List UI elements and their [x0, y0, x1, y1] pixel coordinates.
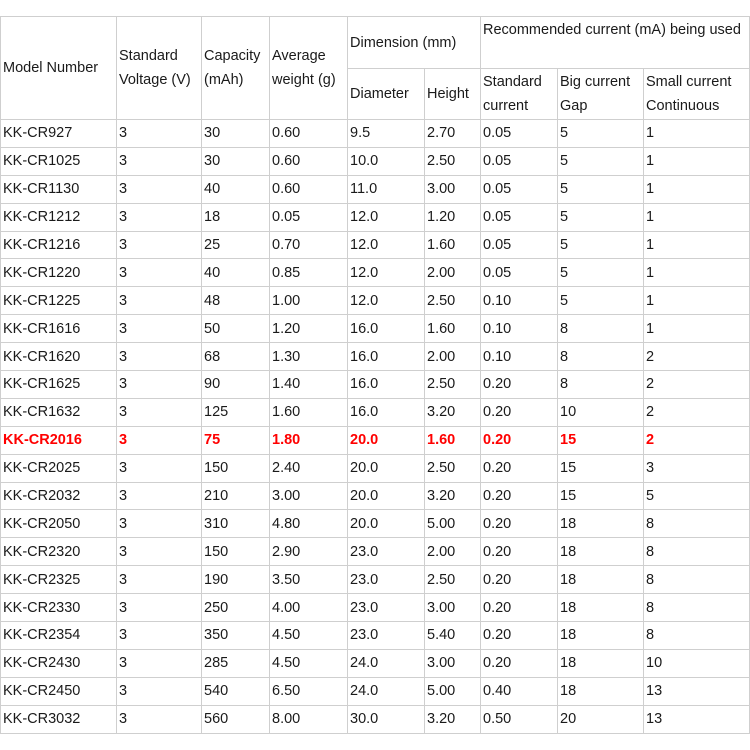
diameter-cell: 9.5 [348, 120, 425, 148]
big-current-cell: 18 [558, 538, 644, 566]
big-current-cell: 8 [558, 315, 644, 343]
header-average-weight: Average weight (g) [270, 17, 348, 120]
diameter-cell: 20.0 [348, 482, 425, 510]
small-current-cell: 2 [644, 371, 750, 399]
standard-current-cell: 0.05 [481, 259, 558, 287]
weight-cell: 1.40 [270, 371, 348, 399]
big-current-cell: 18 [558, 622, 644, 650]
weight-cell: 2.40 [270, 454, 348, 482]
battery-spec-table [0, 16, 750, 734]
voltage-cell: 3 [117, 594, 202, 622]
height-cell: 2.50 [425, 147, 481, 175]
big-current-cell: 5 [558, 203, 644, 231]
height-cell: 1.60 [425, 426, 481, 454]
big-current-cell: 15 [558, 454, 644, 482]
height-cell: 2.00 [425, 259, 481, 287]
small-current-cell: 10 [644, 649, 750, 677]
table-row [1, 649, 750, 677]
model-number-cell: KK-CR2320 [1, 538, 117, 566]
small-current-cell: 1 [644, 315, 750, 343]
header-small-current-continuous: Small current Continuous [644, 69, 750, 120]
height-cell: 3.00 [425, 594, 481, 622]
diameter-cell: 23.0 [348, 594, 425, 622]
header-height: Height [425, 69, 481, 120]
voltage-cell: 3 [117, 426, 202, 454]
small-current-cell: 1 [644, 287, 750, 315]
standard-current-cell: 0.20 [481, 510, 558, 538]
height-cell: 2.50 [425, 287, 481, 315]
model-number-cell: KK-CR1212 [1, 203, 117, 231]
capacity-cell: 40 [202, 175, 270, 203]
model-number-cell: KK-CR2330 [1, 594, 117, 622]
small-current-cell: 5 [644, 482, 750, 510]
voltage-cell: 3 [117, 622, 202, 650]
table-body [1, 120, 750, 734]
big-current-cell: 5 [558, 287, 644, 315]
voltage-cell: 3 [117, 649, 202, 677]
capacity-cell: 68 [202, 343, 270, 371]
header-standard-current: Standard current [481, 69, 558, 120]
voltage-cell: 3 [117, 566, 202, 594]
small-current-cell: 13 [644, 705, 750, 733]
voltage-cell: 3 [117, 398, 202, 426]
capacity-cell: 30 [202, 120, 270, 148]
weight-cell: 1.60 [270, 398, 348, 426]
voltage-cell: 3 [117, 343, 202, 371]
small-current-cell: 1 [644, 175, 750, 203]
height-cell: 3.00 [425, 175, 481, 203]
voltage-cell: 3 [117, 147, 202, 175]
table-row [1, 426, 750, 454]
table-row [1, 398, 750, 426]
big-current-cell: 18 [558, 677, 644, 705]
diameter-cell: 20.0 [348, 426, 425, 454]
table-row [1, 259, 750, 287]
weight-cell: 1.30 [270, 343, 348, 371]
table-row [1, 343, 750, 371]
model-number-cell: KK-CR1220 [1, 259, 117, 287]
small-current-cell: 1 [644, 203, 750, 231]
height-cell: 3.20 [425, 705, 481, 733]
capacity-cell: 560 [202, 705, 270, 733]
header-big-current-gap: Big current Gap [558, 69, 644, 120]
model-number-cell: KK-CR1130 [1, 175, 117, 203]
height-cell: 3.00 [425, 649, 481, 677]
weight-cell: 4.80 [270, 510, 348, 538]
height-cell: 2.00 [425, 343, 481, 371]
standard-current-cell: 0.05 [481, 203, 558, 231]
weight-cell: 4.00 [270, 594, 348, 622]
voltage-cell: 3 [117, 454, 202, 482]
capacity-cell: 350 [202, 622, 270, 650]
standard-current-cell: 0.20 [481, 538, 558, 566]
diameter-cell: 20.0 [348, 510, 425, 538]
weight-cell: 3.50 [270, 566, 348, 594]
header-diameter: Diameter [348, 69, 425, 120]
capacity-cell: 90 [202, 371, 270, 399]
model-number-cell: KK-CR1625 [1, 371, 117, 399]
voltage-cell: 3 [117, 231, 202, 259]
weight-cell: 2.90 [270, 538, 348, 566]
big-current-cell: 5 [558, 120, 644, 148]
standard-current-cell: 0.05 [481, 147, 558, 175]
header-row-top [1, 17, 750, 69]
height-cell: 3.20 [425, 482, 481, 510]
table-row [1, 175, 750, 203]
voltage-cell: 3 [117, 705, 202, 733]
standard-current-cell: 0.20 [481, 566, 558, 594]
capacity-cell: 150 [202, 538, 270, 566]
small-current-cell: 2 [644, 343, 750, 371]
small-current-cell: 2 [644, 398, 750, 426]
table-row [1, 538, 750, 566]
diameter-cell: 24.0 [348, 649, 425, 677]
voltage-cell: 3 [117, 371, 202, 399]
big-current-cell: 18 [558, 566, 644, 594]
weight-cell: 0.60 [270, 175, 348, 203]
weight-cell: 0.85 [270, 259, 348, 287]
header-capacity: Capacity (mAh) [202, 17, 270, 120]
small-current-cell: 8 [644, 538, 750, 566]
voltage-cell: 3 [117, 203, 202, 231]
model-number-cell: KK-CR2050 [1, 510, 117, 538]
table-row [1, 510, 750, 538]
height-cell: 3.20 [425, 398, 481, 426]
model-number-cell: KK-CR1225 [1, 287, 117, 315]
table-row [1, 454, 750, 482]
model-number-cell: KK-CR2032 [1, 482, 117, 510]
model-number-cell: KK-CR927 [1, 120, 117, 148]
small-current-cell: 13 [644, 677, 750, 705]
height-cell: 2.50 [425, 454, 481, 482]
model-number-cell: KK-CR1216 [1, 231, 117, 259]
big-current-cell: 18 [558, 510, 644, 538]
capacity-cell: 285 [202, 649, 270, 677]
height-cell: 5.00 [425, 677, 481, 705]
standard-current-cell: 0.10 [481, 343, 558, 371]
weight-cell: 4.50 [270, 649, 348, 677]
model-number-cell: KK-CR3032 [1, 705, 117, 733]
model-number-cell: KK-CR2354 [1, 622, 117, 650]
big-current-cell: 5 [558, 259, 644, 287]
capacity-cell: 18 [202, 203, 270, 231]
big-current-cell: 15 [558, 426, 644, 454]
weight-cell: 6.50 [270, 677, 348, 705]
model-number-cell: KK-CR2325 [1, 566, 117, 594]
big-current-cell: 5 [558, 175, 644, 203]
standard-current-cell: 0.20 [481, 622, 558, 650]
diameter-cell: 12.0 [348, 287, 425, 315]
small-current-cell: 1 [644, 231, 750, 259]
standard-current-cell: 0.40 [481, 677, 558, 705]
table-row [1, 203, 750, 231]
header-recommended-current-group: Recommended current (mA) being used [481, 17, 750, 69]
small-current-cell: 8 [644, 622, 750, 650]
height-cell: 1.20 [425, 203, 481, 231]
big-current-cell: 20 [558, 705, 644, 733]
height-cell: 5.00 [425, 510, 481, 538]
weight-cell: 0.60 [270, 147, 348, 175]
small-current-cell: 3 [644, 454, 750, 482]
model-number-cell: KK-CR1616 [1, 315, 117, 343]
diameter-cell: 16.0 [348, 343, 425, 371]
big-current-cell: 15 [558, 482, 644, 510]
capacity-cell: 30 [202, 147, 270, 175]
height-cell: 2.00 [425, 538, 481, 566]
diameter-cell: 12.0 [348, 259, 425, 287]
table-row [1, 594, 750, 622]
big-current-cell: 5 [558, 231, 644, 259]
capacity-cell: 190 [202, 566, 270, 594]
diameter-cell: 11.0 [348, 175, 425, 203]
capacity-cell: 310 [202, 510, 270, 538]
height-cell: 1.60 [425, 231, 481, 259]
voltage-cell: 3 [117, 482, 202, 510]
standard-current-cell: 0.20 [481, 649, 558, 677]
table-row [1, 482, 750, 510]
header-dimension-group: Dimension (mm) [348, 17, 481, 69]
capacity-cell: 540 [202, 677, 270, 705]
model-number-cell: KK-CR2025 [1, 454, 117, 482]
voltage-cell: 3 [117, 510, 202, 538]
big-current-cell: 5 [558, 147, 644, 175]
voltage-cell: 3 [117, 287, 202, 315]
height-cell: 2.50 [425, 566, 481, 594]
diameter-cell: 24.0 [348, 677, 425, 705]
standard-current-cell: 0.20 [481, 398, 558, 426]
big-current-cell: 18 [558, 594, 644, 622]
table-row [1, 705, 750, 733]
capacity-cell: 50 [202, 315, 270, 343]
weight-cell: 1.20 [270, 315, 348, 343]
voltage-cell: 3 [117, 315, 202, 343]
voltage-cell: 3 [117, 677, 202, 705]
capacity-cell: 150 [202, 454, 270, 482]
big-current-cell: 8 [558, 343, 644, 371]
table-row [1, 231, 750, 259]
capacity-cell: 75 [202, 426, 270, 454]
standard-current-cell: 0.20 [481, 371, 558, 399]
model-number-cell: KK-CR2430 [1, 649, 117, 677]
voltage-cell: 3 [117, 175, 202, 203]
standard-current-cell: 0.05 [481, 120, 558, 148]
model-number-cell: KK-CR1632 [1, 398, 117, 426]
standard-current-cell: 0.20 [481, 594, 558, 622]
capacity-cell: 25 [202, 231, 270, 259]
capacity-cell: 125 [202, 398, 270, 426]
big-current-cell: 10 [558, 398, 644, 426]
table-row [1, 566, 750, 594]
diameter-cell: 23.0 [348, 622, 425, 650]
small-current-cell: 8 [644, 594, 750, 622]
weight-cell: 1.80 [270, 426, 348, 454]
weight-cell: 0.05 [270, 203, 348, 231]
diameter-cell: 10.0 [348, 147, 425, 175]
standard-current-cell: 0.50 [481, 705, 558, 733]
diameter-cell: 16.0 [348, 398, 425, 426]
height-cell: 2.50 [425, 371, 481, 399]
header-model-number: Model Number [1, 17, 117, 120]
small-current-cell: 2 [644, 426, 750, 454]
small-current-cell: 1 [644, 147, 750, 175]
capacity-cell: 48 [202, 287, 270, 315]
model-number-cell: KK-CR2016 [1, 426, 117, 454]
table-row [1, 120, 750, 148]
big-current-cell: 8 [558, 371, 644, 399]
standard-current-cell: 0.10 [481, 315, 558, 343]
diameter-cell: 16.0 [348, 315, 425, 343]
diameter-cell: 23.0 [348, 538, 425, 566]
standard-current-cell: 0.05 [481, 231, 558, 259]
standard-current-cell: 0.20 [481, 482, 558, 510]
diameter-cell: 12.0 [348, 203, 425, 231]
model-number-cell: KK-CR1025 [1, 147, 117, 175]
standard-current-cell: 0.05 [481, 175, 558, 203]
capacity-cell: 250 [202, 594, 270, 622]
table-row [1, 287, 750, 315]
header-standard-voltage: Standard Voltage (V) [117, 17, 202, 120]
diameter-cell: 23.0 [348, 566, 425, 594]
weight-cell: 4.50 [270, 622, 348, 650]
weight-cell: 0.70 [270, 231, 348, 259]
standard-current-cell: 0.20 [481, 426, 558, 454]
height-cell: 2.70 [425, 120, 481, 148]
table-row [1, 147, 750, 175]
table-row [1, 371, 750, 399]
voltage-cell: 3 [117, 120, 202, 148]
model-number-cell: KK-CR2450 [1, 677, 117, 705]
voltage-cell: 3 [117, 538, 202, 566]
small-current-cell: 8 [644, 510, 750, 538]
diameter-cell: 12.0 [348, 231, 425, 259]
weight-cell: 8.00 [270, 705, 348, 733]
small-current-cell: 1 [644, 120, 750, 148]
big-current-cell: 18 [558, 649, 644, 677]
diameter-cell: 16.0 [348, 371, 425, 399]
diameter-cell: 30.0 [348, 705, 425, 733]
small-current-cell: 1 [644, 259, 750, 287]
capacity-cell: 40 [202, 259, 270, 287]
capacity-cell: 210 [202, 482, 270, 510]
height-cell: 1.60 [425, 315, 481, 343]
standard-current-cell: 0.20 [481, 454, 558, 482]
voltage-cell: 3 [117, 259, 202, 287]
table-row [1, 622, 750, 650]
weight-cell: 0.60 [270, 120, 348, 148]
model-number-cell: KK-CR1620 [1, 343, 117, 371]
diameter-cell: 20.0 [348, 454, 425, 482]
small-current-cell: 8 [644, 566, 750, 594]
weight-cell: 3.00 [270, 482, 348, 510]
table-row [1, 677, 750, 705]
height-cell: 5.40 [425, 622, 481, 650]
standard-current-cell: 0.10 [481, 287, 558, 315]
table-row [1, 315, 750, 343]
weight-cell: 1.00 [270, 287, 348, 315]
